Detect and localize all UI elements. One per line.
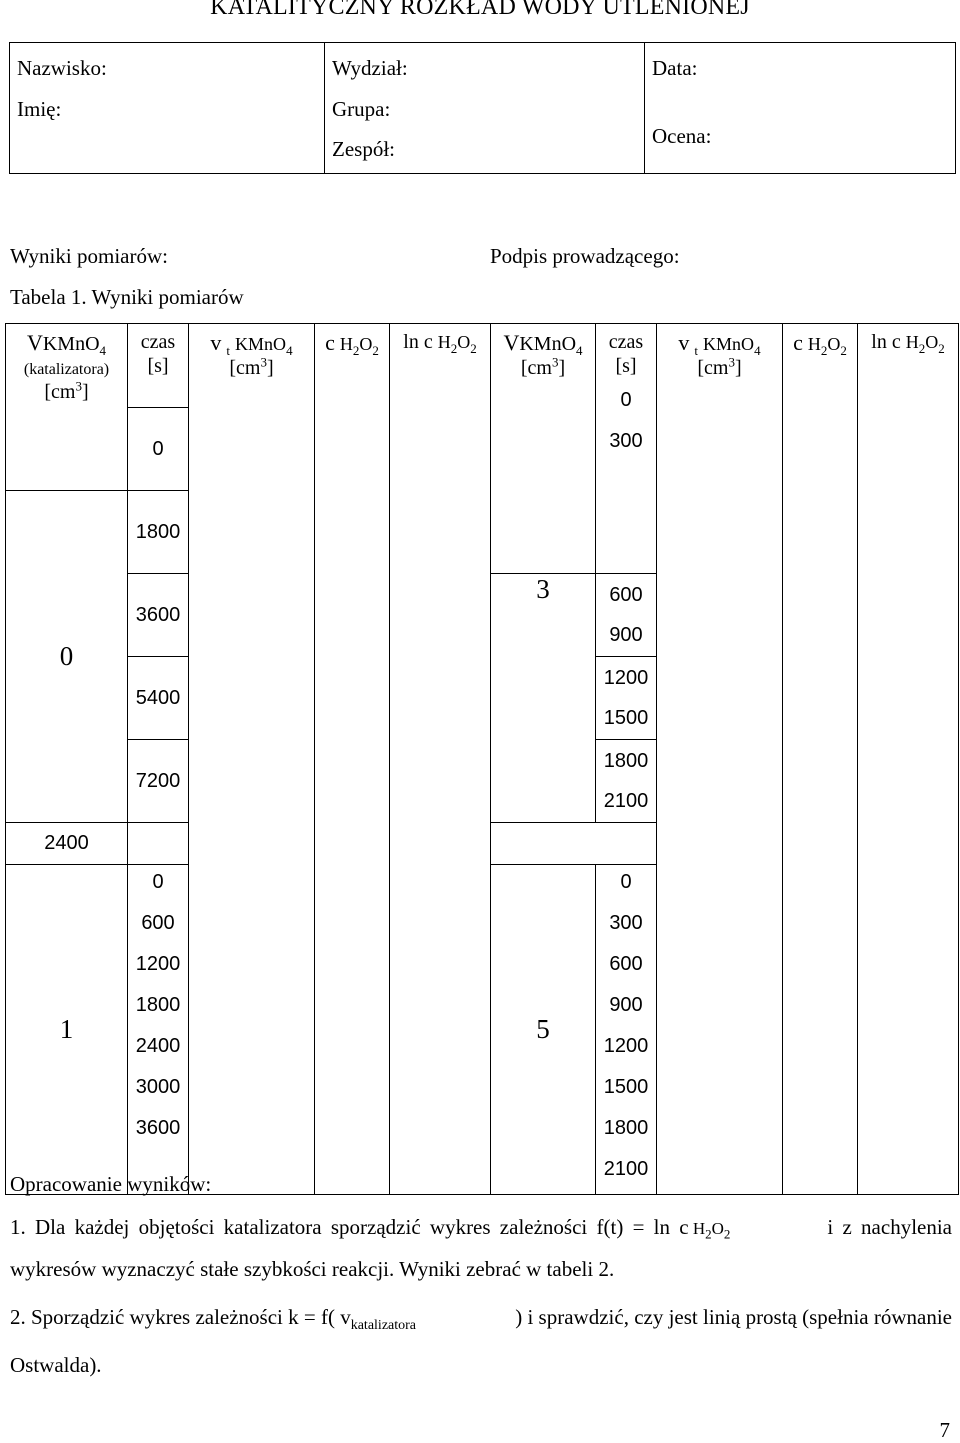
box-divider-2 bbox=[644, 43, 645, 173]
header-vt-kmno4: v $_t$ KMnO$_4$ $[cm^3]$ bbox=[189, 324, 315, 1195]
time-cell: 3600 bbox=[128, 574, 189, 657]
time-cell: 1800 bbox=[128, 491, 189, 574]
header-v-kmno4: VKMnO$_4$ $[cm^3]$ bbox=[491, 324, 596, 574]
step-2 bbox=[10, 1304, 952, 1378]
name-label: Imię: bbox=[17, 97, 62, 121]
personal-data-box bbox=[9, 42, 956, 174]
group-label: Grupa: bbox=[332, 97, 391, 121]
time-cell: 7200 bbox=[128, 740, 189, 823]
step-2-text-c: Ostwalda). bbox=[10, 1353, 102, 1377]
step-2-text-b: ) i sprawdzić, czy jest linią prostą (spełnia równanie bbox=[515, 1305, 952, 1329]
header-c-h2o2-2: c $H_2O_2$ bbox=[783, 324, 858, 1195]
header-ln-c-h2o2: ln c $H_2O_2$ bbox=[390, 324, 491, 1195]
step-1-text-a: 1. Dla każdej objętości katalizatora sporządzić wykres zależności f(t) = ln c bbox=[10, 1215, 689, 1239]
catalyst-volume-cell: 1 bbox=[6, 865, 128, 1195]
time-cell: 2400 bbox=[6, 823, 128, 865]
step-1-text-c: wykresów wyznaczyć stałe szybkości reakcji. Wyniki zebrać w tabeli 2. bbox=[10, 1257, 615, 1281]
time-list-d: 0 300 600 900 1200 1500 1800 2100 bbox=[596, 865, 657, 1195]
time-cell: 0 bbox=[620, 389, 632, 411]
table-caption: Tabela 1. Wyniki pomiarów bbox=[10, 285, 244, 309]
team-label: Zespół: bbox=[332, 137, 395, 161]
box-divider-1 bbox=[324, 43, 325, 173]
step-2-text-a: 2. Sporządzić wykres zależności k = f( v bbox=[10, 1305, 351, 1329]
document-title: KATALITYCZNY ROZKŁAD WODY UTLENIONEJ bbox=[210, 0, 750, 20]
header-v-kmno4-catalyst: VKMnO$_4$ (katalizatora) $[cm^3]$ bbox=[6, 324, 128, 491]
header-c-h2o2: c $H_2O_2$ bbox=[315, 324, 390, 1195]
catalyst-volume-cell: 3 bbox=[491, 574, 596, 823]
time-cell: 5400 bbox=[128, 657, 189, 740]
header-time: czas [s] bbox=[128, 324, 189, 408]
supervisor-signature-label: Podpis prowadzącego: bbox=[490, 244, 680, 268]
surname-label: Nazwisko: bbox=[17, 56, 107, 80]
time-cell: 1800 2100 bbox=[596, 740, 657, 823]
header-time-2: czas [s] 0 300 bbox=[596, 324, 657, 574]
time-cell: 300 bbox=[609, 430, 643, 452]
date-label: Data: bbox=[652, 56, 698, 80]
step-2-subscript: katalizatora bbox=[350, 1318, 417, 1334]
grade-label: Ocena: bbox=[652, 124, 712, 148]
header-vt-kmno4-2: v $_t$ KMnO$_4$ $[cm^3]$ bbox=[657, 324, 783, 1195]
time-cell: 0 bbox=[128, 408, 189, 491]
time-cell: 600 900 bbox=[596, 574, 657, 657]
time-cell: 1200 1500 bbox=[596, 657, 657, 740]
header-ln-c-h2o2-2: ln c $H_2O_2$ bbox=[858, 324, 959, 1195]
step-1: 1. Dla każdej objętości katalizatora sporządzić wykres zależności f(t) = ln c $H_2O_2$ i z nachylenia wykresów wyznaczyć stałe szybkości reakcji. Wyniki zebrać w tabeli 2. bbox=[10, 1215, 952, 1281]
catalyst-volume-cell: 5 bbox=[491, 865, 596, 1195]
faculty-label: Wydział: bbox=[332, 56, 408, 80]
page-number: 7 bbox=[939, 1418, 950, 1442]
results-label: Wyniki pomiarów: bbox=[10, 244, 168, 268]
processing-label: Opracowanie wyników: bbox=[10, 1172, 212, 1196]
step-1-text-b: i z nachylenia bbox=[827, 1215, 952, 1239]
time-list-c: 0 600 1200 1800 2400 3000 3600 bbox=[128, 865, 189, 1195]
catalyst-volume-cell: 0 bbox=[6, 491, 128, 823]
results-table bbox=[5, 323, 959, 1195]
